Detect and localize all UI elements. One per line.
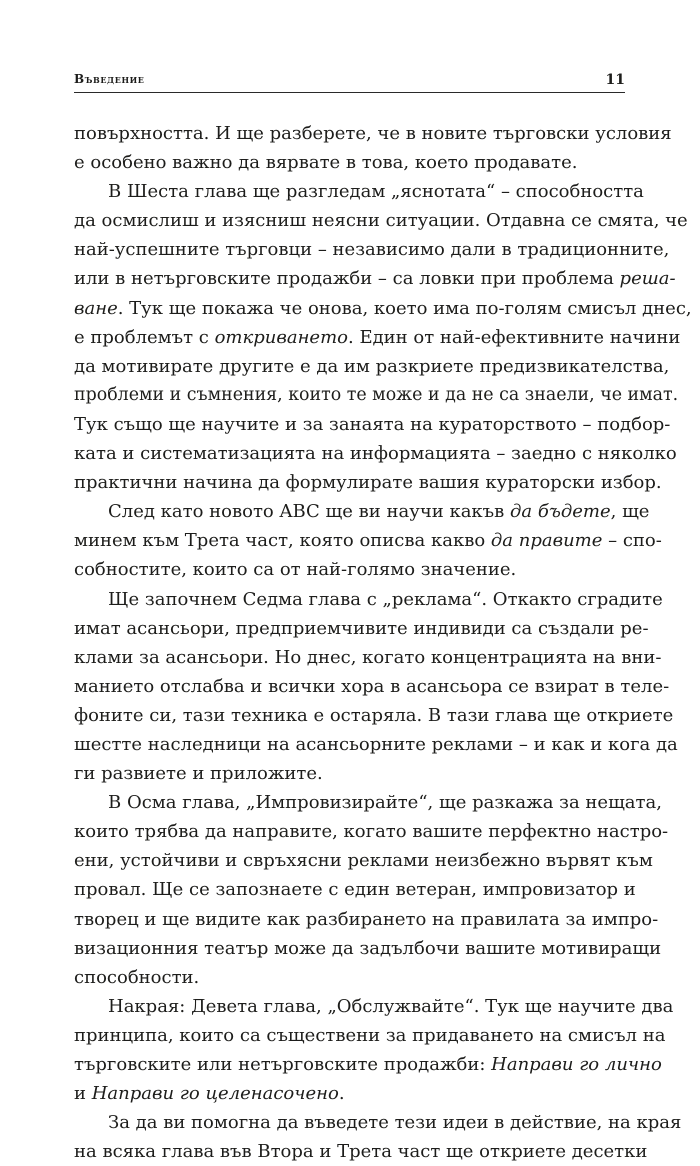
page-body-text	[74, 119, 692, 1166]
text-segment: е проблемът с	[74, 326, 215, 348]
text-segment: фоните си, тази техника е остаряла. В тази глава ще откриете	[74, 704, 674, 726]
text-line	[74, 817, 669, 846]
text-segment: на всяка глава във Втора и Трета част ще откриете десетки	[74, 1141, 648, 1163]
text-segment: и	[74, 1083, 92, 1105]
text-segment: Тук също ще научите и за занаята на кураторството – подбор-	[74, 413, 671, 435]
text-segment: или в нетърговските продажби – са ловки при проблема	[74, 268, 620, 290]
text-line	[74, 934, 662, 963]
italic-text: Направи го целенасочено	[91, 1083, 339, 1105]
text-segment: да мотивирате другите е да им разкриете предизвикателства,	[74, 355, 670, 377]
text-segment: провал. Ще се запознаете с един ветеран, импровизатор и	[74, 879, 636, 901]
section-title: Въведение	[74, 72, 145, 86]
text-segment: търговските или нетърговските продажби:	[74, 1054, 492, 1075]
text-line	[74, 526, 662, 555]
text-line	[74, 352, 670, 381]
text-line	[74, 177, 644, 206]
text-line	[74, 963, 634, 992]
text-line	[74, 1137, 648, 1166]
text-line	[74, 119, 672, 148]
page-number: 11	[605, 72, 625, 88]
italic-text: да бъдете	[509, 501, 611, 523]
text-line	[74, 235, 670, 264]
text-segment: които трябва да направите, когато вашите перфектно настро-	[74, 821, 669, 843]
text-segment: ката и систематизацията на информацията – заедно с няколко	[74, 443, 677, 465]
italic-text: откриването	[214, 326, 348, 348]
text-line	[74, 381, 679, 410]
running-head	[74, 72, 625, 93]
text-segment: собностите, които са от най-голямо значение.	[74, 559, 517, 581]
text-segment: – спо-	[602, 530, 662, 552]
text-line	[74, 643, 662, 672]
text-segment: най-успешните търговци – независимо дали в традиционните,	[74, 239, 670, 261]
text-segment: способности.	[74, 966, 200, 988]
text-line	[74, 206, 688, 235]
text-line	[74, 323, 681, 352]
text-segment: повърхността. И ще разберете, че в новите търговски условия	[74, 123, 672, 144]
text-line	[74, 875, 634, 904]
text-segment: . Тук ще покажа че онова, което има по-голям смисъл днес,	[117, 297, 692, 319]
text-segment: В Шеста глава ще разгледам „яснотата“ – способността	[108, 181, 644, 203]
text-line	[74, 846, 653, 875]
italic-text: да правите	[490, 530, 603, 552]
text-segment: . Един от най-ефективните начини	[348, 326, 681, 348]
text-segment: да осмислиш и изясниш неясни ситуации. Отдавна се смята, че	[74, 210, 688, 232]
text-line	[74, 905, 659, 934]
text-segment: визационния театър може да задълбочи вашите мотивиращи	[74, 937, 662, 959]
text-segment: ени, устойчиви и свръхясни реклами неизбежно вървят към	[74, 850, 653, 872]
italic-text: реша-	[619, 268, 676, 290]
text-segment: За да ви помогна да въведете тези идеи в действие, на края	[108, 1112, 682, 1134]
text-segment: ги развиете и приложите.	[74, 763, 323, 785]
text-line	[74, 555, 634, 584]
text-line	[74, 439, 677, 468]
text-segment: манието отслабва и всички хора в асансьора се взират в теле-	[74, 675, 670, 697]
text-segment: творец и ще видите как разбирането на правилата за импро-	[74, 908, 659, 930]
text-segment: В Осма глава, „Импровизирайте“, ще разкажа за нещата,	[108, 792, 662, 814]
text-segment: След като новото ABC ще ви научи какъв	[108, 501, 510, 523]
text-segment: , ще	[610, 501, 650, 523]
text-line	[74, 1108, 682, 1137]
text-line	[74, 672, 670, 701]
text-line	[74, 1021, 666, 1050]
text-segment: .	[338, 1083, 345, 1105]
text-segment: имат асансьори, предприемчивите индивиди са създали ре-	[74, 617, 649, 639]
text-line	[74, 730, 678, 759]
text-segment: минем към Трета част, която описва какво	[74, 530, 491, 552]
text-line	[74, 468, 662, 497]
text-segment: шестте наследници на асансьорните реклами – и как и кога да	[74, 733, 678, 755]
text-segment: проблеми и съмнения, които те може и да не са знаели, че имат.	[74, 384, 679, 405]
text-segment: е особено важно да вярвате в това, което продавате.	[74, 152, 578, 174]
text-line	[74, 148, 634, 177]
text-line	[74, 759, 634, 788]
text-line	[74, 614, 649, 643]
text-line	[74, 992, 674, 1021]
text-line	[74, 701, 674, 730]
text-line	[74, 294, 692, 323]
text-line	[74, 1079, 634, 1108]
italic-text: Направи го лично	[491, 1054, 662, 1075]
italic-text: ване	[74, 297, 118, 319]
text-segment: принципа, които са съществени за придаването на смисъл на	[74, 1024, 666, 1046]
text-line	[74, 497, 650, 526]
text-line	[74, 410, 671, 439]
text-line	[74, 264, 676, 293]
text-segment: Накрая: Девета глава, „Обслужвайте“. Тук ще научите два	[108, 995, 674, 1017]
text-segment: клами за асансьори. Но днес, когато концентрацията на вни-	[74, 646, 662, 668]
text-line	[74, 585, 663, 614]
text-segment: Ще започнем Седма глава с „реклама“. Откакто сградите	[108, 588, 663, 610]
text-line	[74, 788, 662, 817]
text-segment: практични начина да формулирате вашия кураторски избор.	[74, 472, 662, 494]
